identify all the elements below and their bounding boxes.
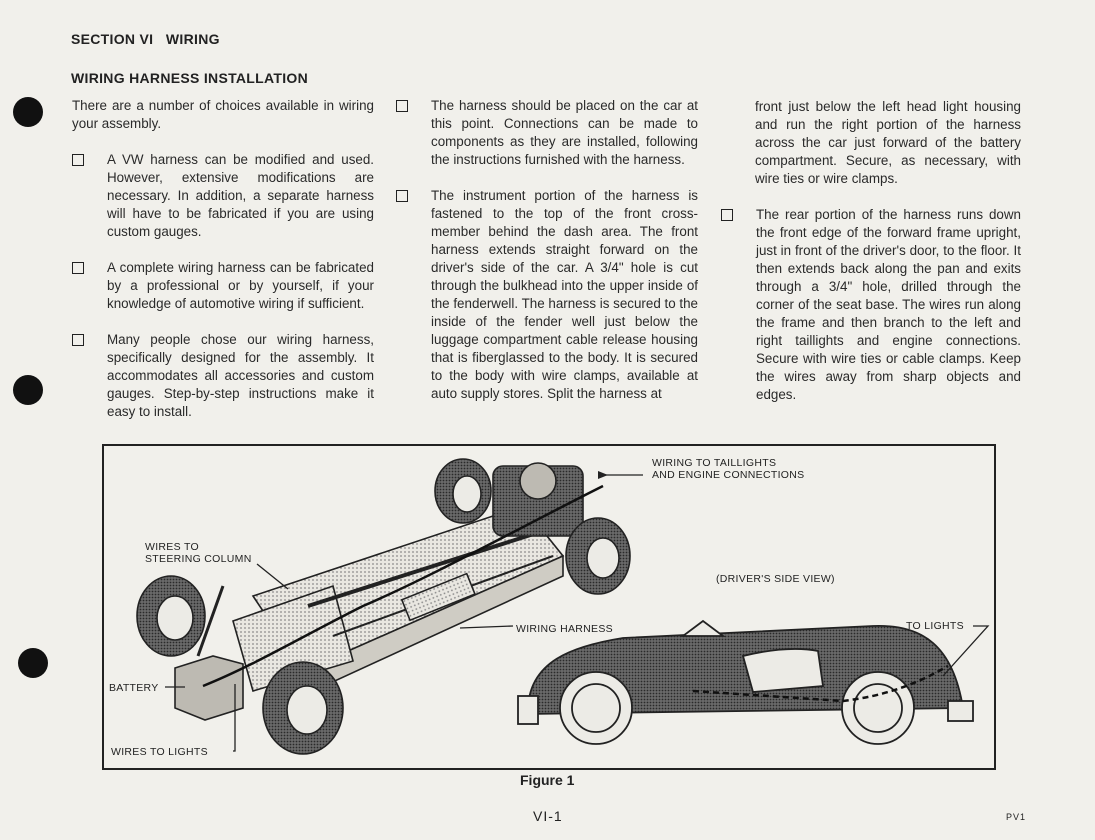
list-item-text: A complete wiring harness can be fabricated by a professional or by yourself, if your knowledge of automotive wiring if sufficient.	[107, 260, 374, 311]
list-item	[72, 331, 374, 421]
page-number: VI-1	[533, 808, 563, 824]
checkbox-icon	[72, 154, 84, 166]
text-column-1	[72, 97, 374, 421]
list-item	[721, 206, 1021, 404]
list-item	[72, 259, 374, 313]
label-wires-to-lights: WIRES TO LIGHTS	[111, 746, 208, 758]
list-item-text: A VW harness can be modified and used. However, extensive modifications are necessary. In addition, a separate harness will have to be fabricated if you are using custom gauges.	[107, 152, 374, 239]
continued-paragraph: front just below the left head light housing and run the right portion of the harness across the car just forward of the battery compartment. Secure, as necessary, with wire ties or wire clamps.	[755, 99, 1021, 186]
label-wiring-harness: WIRING HARNESS	[516, 623, 613, 635]
intro-paragraph: There are a number of choices available in wiring your assembly.	[72, 98, 374, 131]
page-title: WIRING HARNESS INSTALLATION	[71, 70, 309, 86]
label-wires-to-steering-column: WIRES TO STEERING COLUMN	[145, 541, 252, 565]
checkbox-icon	[721, 209, 733, 221]
list-item	[396, 97, 698, 169]
list-item	[396, 187, 698, 403]
checkbox-icon	[72, 334, 84, 346]
label-to-lights: TO LIGHTS	[906, 620, 964, 632]
binder-hole-middle	[13, 375, 43, 405]
list-item-text: The rear portion of the harness runs down the front edge of the forward frame upright, just in front of the driver's door, to the floor. It then extends back along the pan and exits through a 3/4" hole, drilled through the corner of the seat base. The wires run along the frame and then branch to the left and right taillights and engine connections. Secure with wire ties or cable clamps. Keep the wires away from sharp objects and edges.	[756, 207, 1021, 402]
side-view-car-drawing	[518, 621, 973, 744]
label-battery: BATTERY	[109, 682, 159, 694]
checkbox-icon	[396, 100, 408, 112]
label-wiring-to-taillights: WIRING TO TAILLIGHTS AND ENGINE CONNECTIONS	[652, 457, 805, 481]
binder-hole-bottom	[18, 648, 48, 678]
checkbox-icon	[396, 190, 408, 202]
text-column-2	[396, 97, 698, 403]
list-item-text: The instrument portion of the harness is fastened to the top of the front cross-member behind the dash area. The front harness extends straight forward on the driver's side of the car. A 3/4" hole is cut through the bulkhead into the upper inside of the fenderwell. The harness is secured to the inside of the fender well just below the luggage compartment cable release housing that is fiberglassed to the body. It is secured to the body with wire clamps, available at auto supply stores. Split the harness at	[431, 188, 698, 401]
list-item	[72, 151, 374, 241]
label-drivers-side-view: (DRIVER'S SIDE VIEW)	[716, 573, 835, 585]
document-code: PV1	[1006, 812, 1027, 822]
section-heading: SECTION VI WIRING	[71, 31, 220, 47]
text-column-3	[721, 98, 1021, 404]
chassis-illustration	[103, 446, 995, 768]
list-item-text: The harness should be placed on the car at this point. Connections can be made to components as they are installed, following the instructions furnished with the harness.	[431, 98, 698, 167]
binder-hole-top	[13, 97, 43, 127]
list-item-text: Many people chose our wiring harness, specifically designed for the assembly. It accommodates all accessories and custom gauges. Step-by-step instructions make it easy to install.	[107, 332, 374, 419]
figure-caption: Figure 1	[520, 772, 575, 788]
checkbox-icon	[72, 262, 84, 274]
